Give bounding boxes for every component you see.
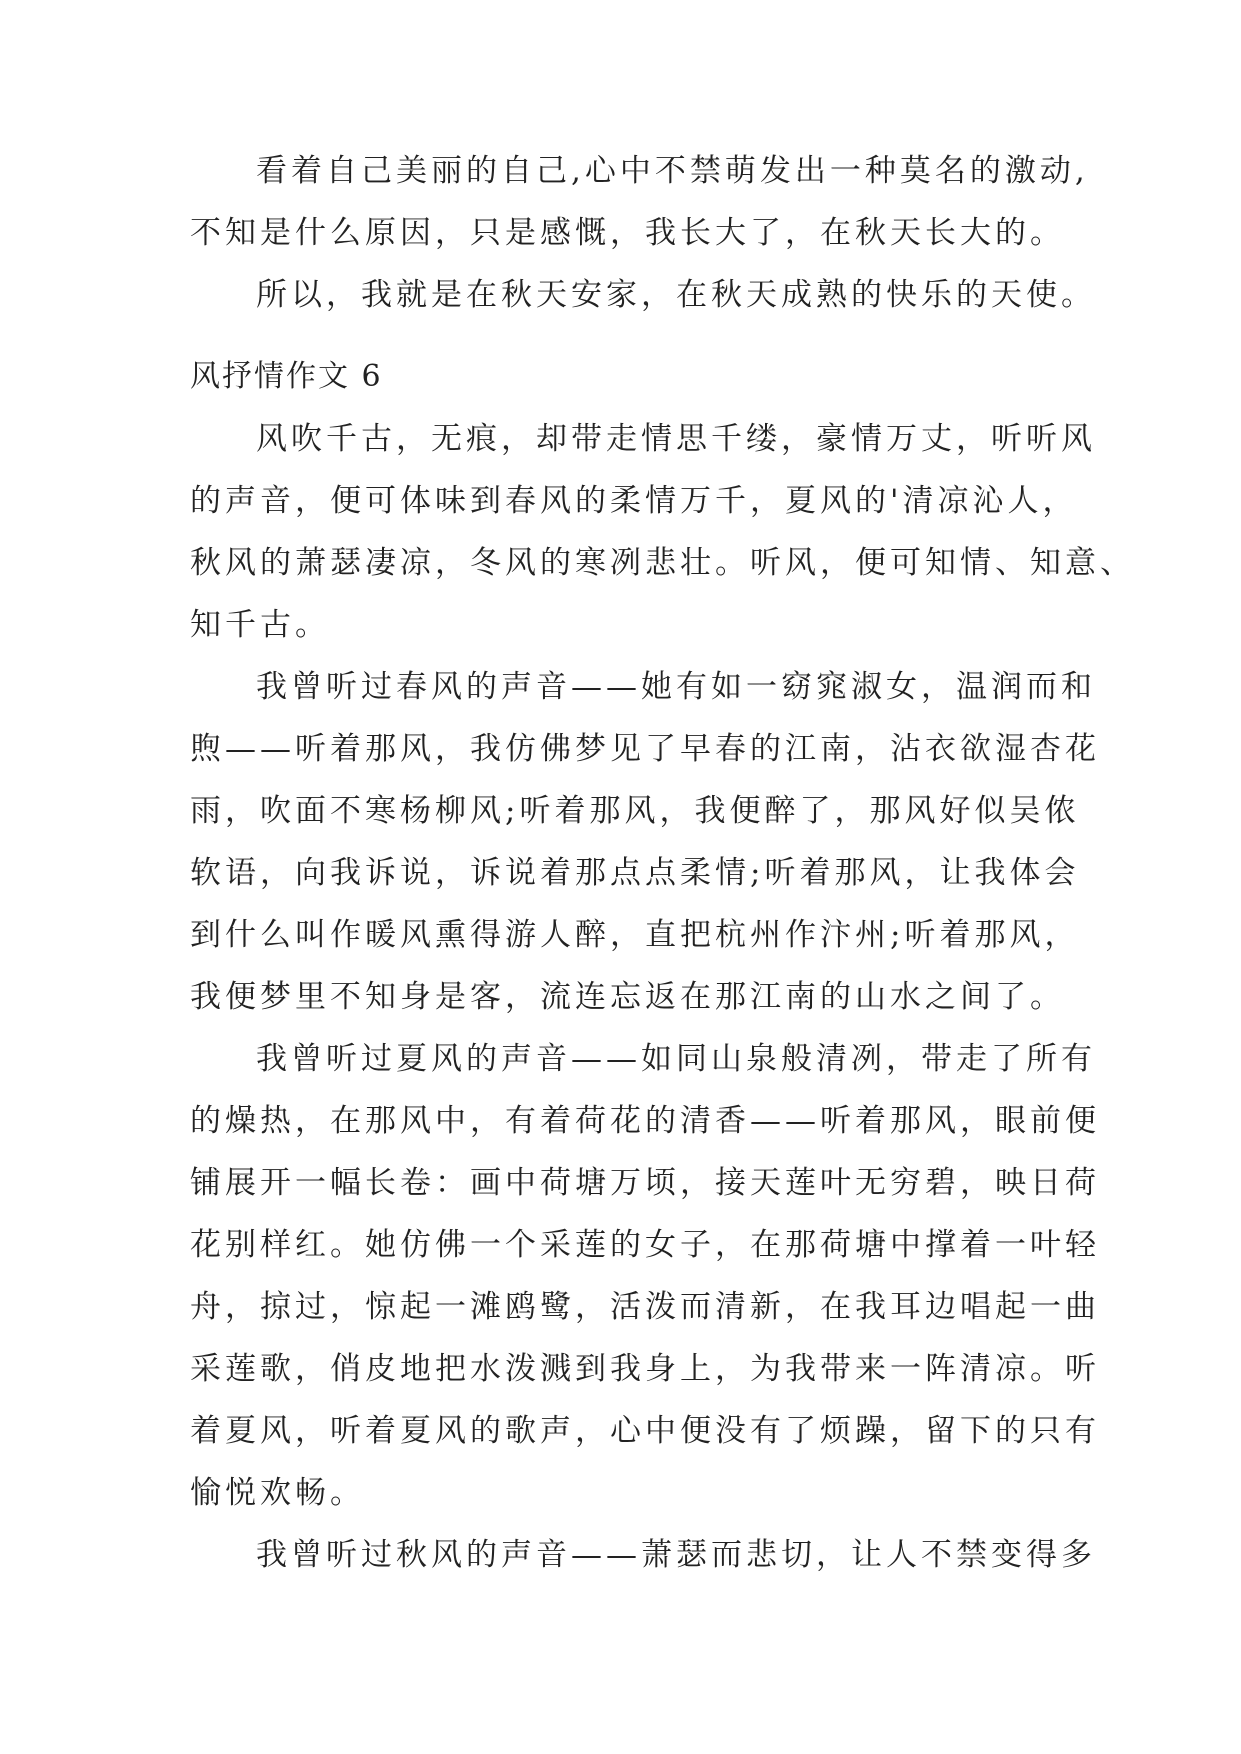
paragraph-line: 我便梦里不知身是客，流连忘返在那江南的山水之间了。 bbox=[190, 979, 1065, 1015]
paragraph-line: 看着自己美丽的自己,心中不禁萌发出一种莫名的激动, bbox=[256, 153, 1089, 189]
paragraph-line: 风吹千古，无痕，却带走情思千缕，豪情万丈，听听风 bbox=[256, 421, 1096, 457]
paragraph-line: 舟，掠过，惊起一滩鸥鹭，活泼而清新，在我耳边唱起一曲 bbox=[190, 1289, 1100, 1325]
paragraph-line: 愉悦欢畅。 bbox=[190, 1475, 365, 1511]
paragraph-line: 知千古。 bbox=[190, 607, 330, 643]
paragraph-line: 我曾听过春风的声音——她有如一窈窕淑女，温润而和 bbox=[256, 669, 1096, 705]
paragraph-line: 铺展开一幅长卷：画中荷塘万顷，接天莲叶无穷碧，映日荷 bbox=[190, 1165, 1100, 1201]
paragraph-line: 雨，吹面不寒杨柳风;听着那风，我便醉了，那风好似吴侬 bbox=[190, 793, 1080, 829]
paragraph-line: 我曾听过秋风的声音——萧瑟而悲切，让人不禁变得多 bbox=[256, 1537, 1096, 1573]
paragraph-line: 所以，我就是在秋天安家，在秋天成熟的快乐的天使。 bbox=[256, 277, 1096, 313]
paragraph-line: 的燥热，在那风中，有着荷花的清香——听着那风，眼前便 bbox=[190, 1103, 1100, 1139]
essay-title: 风抒情作文 6 bbox=[190, 359, 383, 394]
essay-6 bbox=[190, 346, 1135, 1586]
paragraph-line: 煦——听着那风，我仿佛梦见了早春的江南，沾衣欲湿杏花 bbox=[190, 731, 1100, 767]
paragraph-line: 不知是什么原因，只是感慨，我长大了，在秋天长大的。 bbox=[190, 215, 1065, 251]
paragraph-line: 秋风的萧瑟凄凉，冬风的寒冽悲壮。听风，便可知情、知意、 bbox=[190, 545, 1135, 581]
previous-essay-ending bbox=[190, 140, 1096, 326]
paragraph-line: 花别样红。她仿佛一个采莲的女子，在那荷塘中撑着一叶轻 bbox=[190, 1227, 1100, 1263]
paragraph-line: 我曾听过夏风的声音——如同山泉般清冽，带走了所有 bbox=[256, 1041, 1096, 1077]
paragraph-line: 的声音，便可体味到春风的柔情万千，夏风的'清凉沁人， bbox=[190, 483, 1078, 519]
paragraph-line: 采莲歌，俏皮地把水泼溅到我身上，为我带来一阵清凉。听 bbox=[190, 1351, 1100, 1387]
paragraph-line: 到什么叫作暖风熏得游人醉，直把杭州作汴州;听着那风， bbox=[190, 917, 1080, 953]
paragraph-line: 软语，向我诉说，诉说着那点点柔情;听着那风，让我体会 bbox=[190, 855, 1080, 891]
paragraph-line: 着夏风，听着夏风的歌声，心中便没有了烦躁，留下的只有 bbox=[190, 1413, 1100, 1449]
